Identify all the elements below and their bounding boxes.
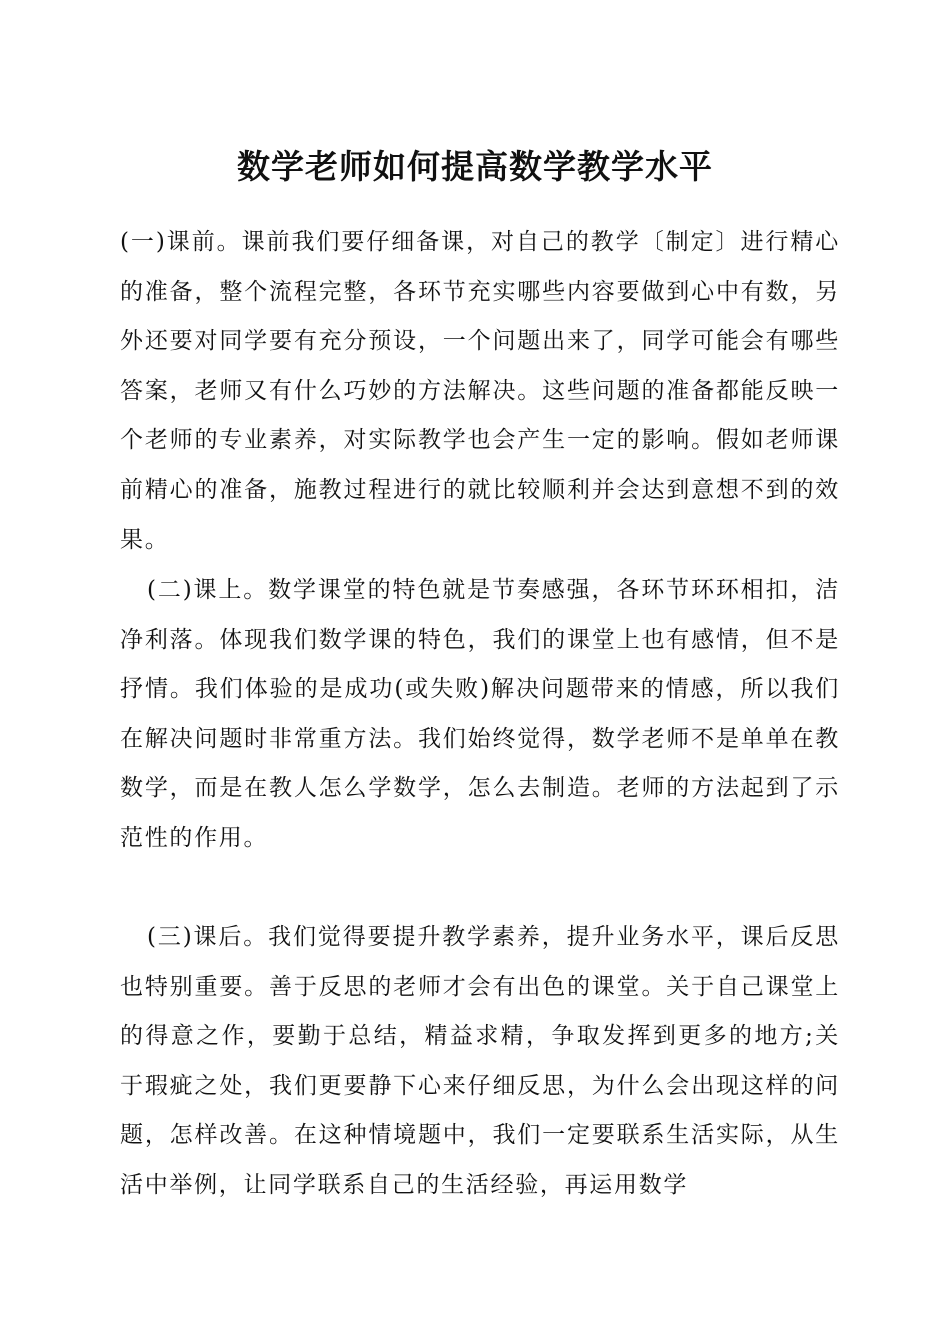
paragraph-during-class: (二)课上。数学课堂的特色就是节奏感强，各环节环环相扣，洁净利落。体现我们数学课的特色，我们的课堂上也有感情，但不是抒情。我们体验的是成功(或失败)解决问题带来的情感，所以我们在解决问题时非常重方法。我们始终觉得，数学老师不是单单在教数学，而是在教人怎么学数学，怎么去制造。老师的方法起到了示范性的作用。 (120, 577, 840, 851)
paragraph-after-class: (三)课后。我们觉得要提升教学素养，提升业务水平，课后反思也特别重要。善于反思的老师才会有出色的课堂。关于自己课堂上的得意之作，要勤于总结，精益求精，争取发挥到更多的地方;关于瑕疵之处，我们更要静下心来仔细反思，为什么会出现这样的问题，怎样改善。在这种情境题中，我们一定要联系生活实际，从生活中举例，让同学联系自己的生活经验，再运用数学 (120, 924, 840, 1198)
document-title: 数学老师如何提高数学教学水平 (237, 147, 713, 186)
paragraph-before-class: (一)课前。课前我们要仔细备课，对自己的教学〔制定〕进行精心的准备，整个流程完整，各环节充实哪些内容要做到心中有数，另外还要对同学要有充分预设，一个问题出来了，同学可能会有哪些答案，老师又有什么巧妙的方法解决。这些问题的准备都能反映一个老师的专业素养，对实际教学也会产生一定的影响。假如老师课前精心的准备，施教过程进行的就比较顺利并会达到意想不到的效果。 (120, 229, 840, 553)
